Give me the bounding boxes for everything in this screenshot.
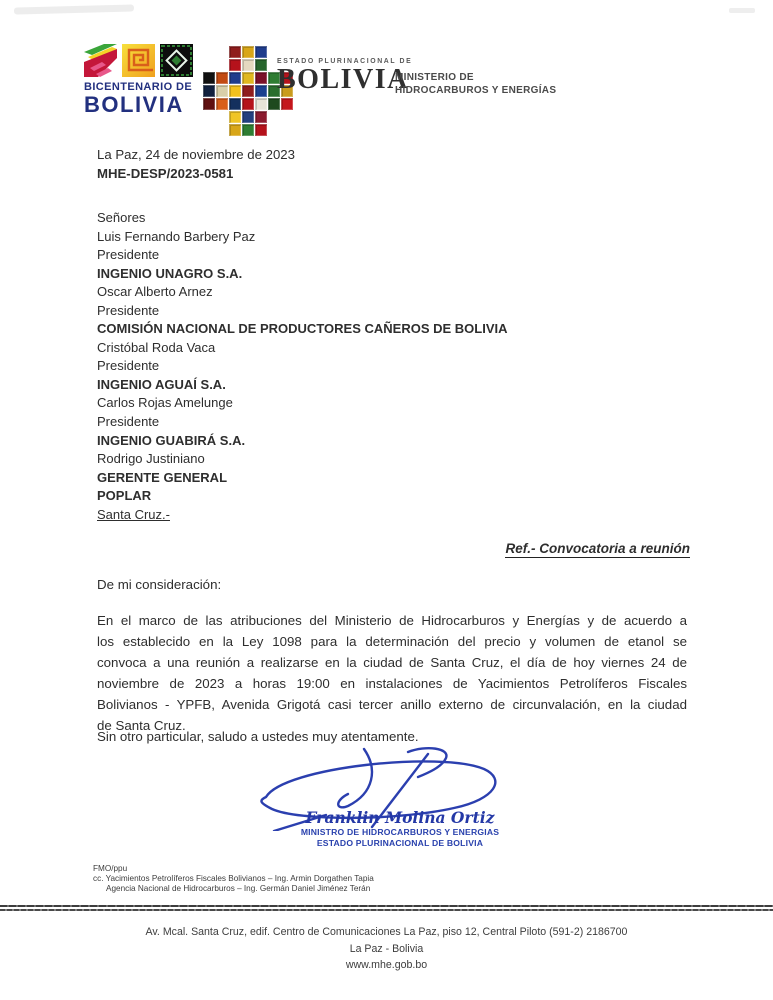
signer-titles xyxy=(270,827,530,849)
initials-line: FMO/ppu xyxy=(93,864,128,873)
recipient-line: Oscar Alberto Arnez xyxy=(97,284,213,300)
cc-line1: cc. Yacimientos Petrolíferos Fiscales Bolivianos – Ing. Armin Dorgathen Tapia xyxy=(93,874,374,884)
footer-address: Av. Mcal. Santa Cruz, edif. Centro de Comunicaciones La Paz, piso 12, Central Piloto (591-2) 2186700 xyxy=(145,926,628,938)
recipient-line: POPLAR xyxy=(97,488,152,504)
date-block xyxy=(97,146,295,183)
signer-title2: ESTADO PLURINACIONAL DE BOLIVIA xyxy=(316,837,484,848)
recipient-line: Presidente xyxy=(97,358,160,374)
recipient-line: Presidente xyxy=(97,414,160,430)
estado-big-text: BOLIVIA xyxy=(277,64,409,95)
recipient-line: Presidente xyxy=(97,247,160,263)
subject-line: Ref.- Convocatoria a reunión xyxy=(505,541,690,556)
recipient-line: COMISIÓN NACIONAL DE PRODUCTORES CAÑEROS DE BOLIVIA xyxy=(97,321,508,337)
recipient-line: Luis Fernando Barbery Paz xyxy=(97,228,256,244)
recipient-line: Rodrigo Justiniano xyxy=(97,451,205,467)
recipients-block xyxy=(97,209,508,524)
recipient-line: Santa Cruz.- xyxy=(97,506,170,522)
chakana-diamond-icon xyxy=(160,44,193,77)
bicentenario-logo xyxy=(84,44,204,117)
recipient-line: INGENIO GUABIRÁ S.A. xyxy=(97,432,246,448)
ministry-name xyxy=(395,72,556,97)
signer-title1: MINISTRO DE HIDROCARBUROS Y ENERGIAS xyxy=(300,827,500,837)
bicentenario-text-line1: BICENTENARIO DE xyxy=(84,81,193,93)
recipient-line: Señores xyxy=(97,210,146,225)
estado-wordmark xyxy=(277,58,412,95)
scan-artifact xyxy=(14,4,134,14)
body-line: En el marco de las atribuciones del Ministerio de Hidrocarburos y Energías y de acuerdo a xyxy=(97,613,687,628)
body-line: de Santa Cruz. xyxy=(97,717,186,733)
recipient-line: INGENIO UNAGRO S.A. xyxy=(97,265,243,281)
reference-number: MHE-DESP/2023-0581 xyxy=(97,165,234,181)
footer-city: La Paz - Bolivia xyxy=(349,942,424,955)
body-paragraph xyxy=(97,611,687,736)
body-line: Bolivianos - YPFB, Avenida Grigotá casi tercer anillo externo de circunvalación, en la ciudad xyxy=(97,696,687,712)
recipient-line: GERENTE GENERAL xyxy=(97,469,228,485)
ministry-line2: HIDROCARBUROS Y ENERGÍAS xyxy=(395,84,557,96)
salutation: De mi consideración: xyxy=(97,577,222,592)
body-line: noviembre de 2023 a horas 19:00 en instalaciones de Yacimientos Petrolíferos Fiscales xyxy=(97,675,687,691)
recipient-line: INGENIO AGUAÍ S.A. xyxy=(97,376,226,392)
date-line: La Paz, 24 de noviembre de 2023 xyxy=(97,147,295,162)
estado-small-text: ESTADO PLURINACIONAL DE xyxy=(277,58,413,65)
recipient-line: Presidente xyxy=(97,302,160,318)
bicentenario-icons xyxy=(84,44,204,77)
ministry-line1: MINISTERIO DE xyxy=(395,72,474,83)
recipient-line: Cristóbal Roda Vaca xyxy=(97,339,216,355)
closing-line: Sin otro particular, saludo a ustedes muy atentamente. xyxy=(97,729,419,744)
footer-website: www.mhe.gob.bo xyxy=(345,959,428,971)
cc-line2: Agencia Nacional de Hidrocarburos – Ing. Germán Daniel Jiménez Terán xyxy=(106,884,371,894)
footnotes-block xyxy=(93,864,374,895)
signer-name: Franklin Molina Ortiz xyxy=(305,808,495,827)
flag-ribbon-icon xyxy=(84,44,117,77)
body-line: los establecido en la Ley 1098 para la determinación del precio y volumen de etanol se xyxy=(97,633,687,649)
bicentenario-text-line2: BOLIVIA xyxy=(84,92,184,117)
recipient-line: Carlos Rojas Amelunge xyxy=(97,395,233,411)
body-line: convoca a una reunión a realizarse en la ciudad de Santa Cruz, el día de hoy viernes 24 de xyxy=(97,654,687,670)
footer-separator xyxy=(0,905,773,912)
spiral-icon xyxy=(122,44,155,77)
footer-block xyxy=(0,924,773,974)
scan-artifact xyxy=(729,8,755,13)
